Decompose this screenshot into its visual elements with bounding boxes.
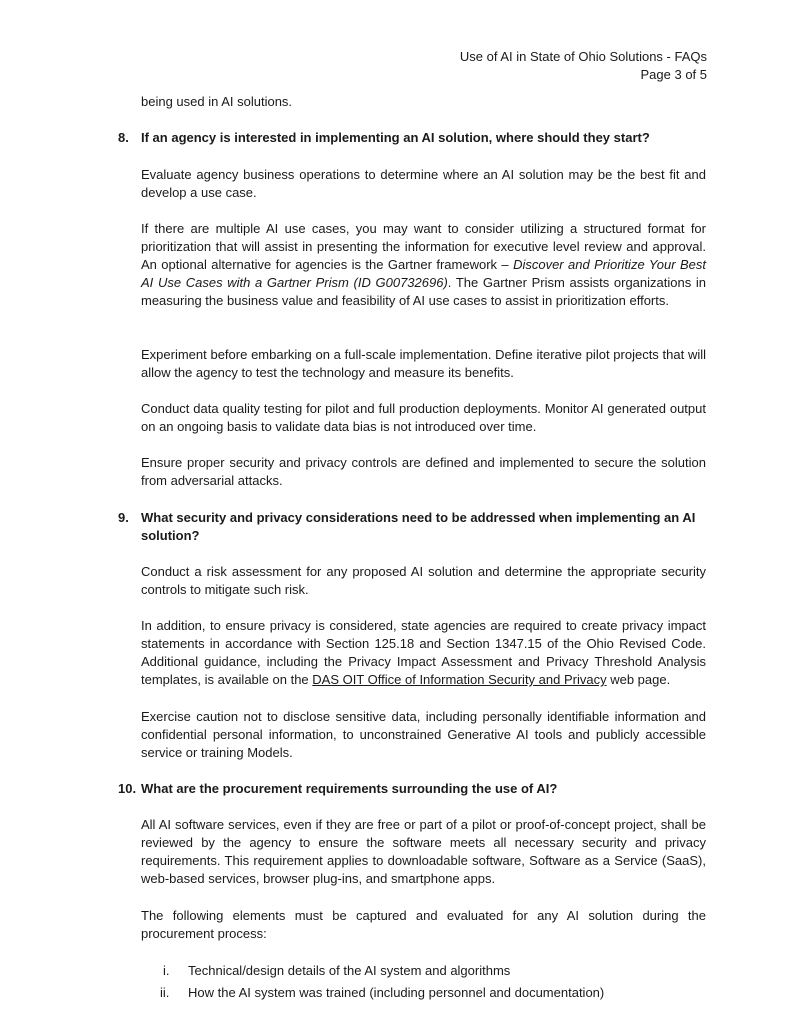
question-number: 8. (118, 130, 129, 145)
question-heading: If an agency is interested in implementing an AI solution, where should they start? (141, 130, 650, 145)
answer-paragraph: In addition, to ensure privacy is considered, state agencies are required to create privacy impact statements in accordance with Section 125.18 and Section 1347.15 of the Ohio Revised Code. Additional guidance, including the Privacy Impact Assessment and Privacy Threshold Analysis templates, is available on the DAS OIT Office of Information Security and Privacy web page. (141, 618, 706, 687)
list-marker: i. (163, 963, 170, 978)
list-item: Technical/design details of the AI system and algorithms (188, 963, 511, 978)
answer-paragraph: The following elements must be captured and evaluated for any AI solution during the procurement process: (141, 908, 706, 941)
list-marker: ii. (160, 985, 170, 1000)
gartner-reference: Discover and Prioritize Your Best AI Use Cases with a Gartner Prism (ID G00732696) (141, 257, 706, 290)
answer-paragraph: Conduct a risk assessment for any proposed AI solution and determine the appropriate security controls to mitigate such risk. (141, 564, 706, 597)
security-privacy-link[interactable]: DAS OIT Office of Information Security and Privacy (312, 672, 607, 687)
list-item: How the AI system was trained (including personnel and documentation) (188, 985, 605, 1000)
answer-paragraph: If there are multiple AI use cases, you may want to consider utilizing a structured format for prioritization that will assist in presenting the information for executive level review and approval. An optional alternative for agencies is the Gartner framework – Discover and Prioritize Your Best AI Use Cases with a Gartner Prism (ID G00732696). The Gartner Prism assists organizations in measuring the business value and feasibility of AI use cases to assist in prioritization efforts. (141, 221, 707, 308)
page-number: Page 3 of 5 (640, 67, 707, 82)
answer-paragraph: Evaluate agency business operations to determine where an AI solution may be the best fit and develop a use case. (141, 167, 706, 200)
answer-paragraph: Exercise caution not to disclose sensitive data, including personally identifiable information and confidential personal information, to unconstrained Generative AI tools and publicly accessible service or training Models. (141, 709, 706, 760)
page-header (460, 48, 707, 84)
question-heading: What security and privacy considerations need to be addressed when implementing an AI solution? (141, 510, 696, 543)
continuation-text: being used in AI solutions. (141, 94, 293, 109)
document-title: Use of AI in State of Ohio Solutions - FAQs (459, 49, 707, 64)
answer-paragraph: Experiment before embarking on a full-scale implementation. Define iterative pilot projects that will allow the agency to test the technology and measure its benefits. (141, 347, 706, 380)
question-number: 9. (118, 510, 129, 525)
question-heading: What are the procurement requirements surrounding the use of AI? (141, 781, 558, 796)
answer-paragraph: Conduct data quality testing for pilot and full production deployments. Monitor AI generated output on an ongoing basis to validate data bias is not introduced over time. (141, 401, 706, 434)
answer-paragraph: All AI software services, even if they are free or part of a pilot or proof-of-concept project, shall be reviewed by the agency to ensure the software meets all necessary security and privacy requirements. This requirement applies to downloadable software, Software as a Service (SaaS), web-based services, browser plug-ins, and smartphone apps. (141, 817, 706, 886)
answer-paragraph: Ensure proper security and privacy controls are defined and implemented to secure the solution from adversarial attacks. (141, 455, 706, 488)
question-number: 10. (118, 781, 137, 796)
